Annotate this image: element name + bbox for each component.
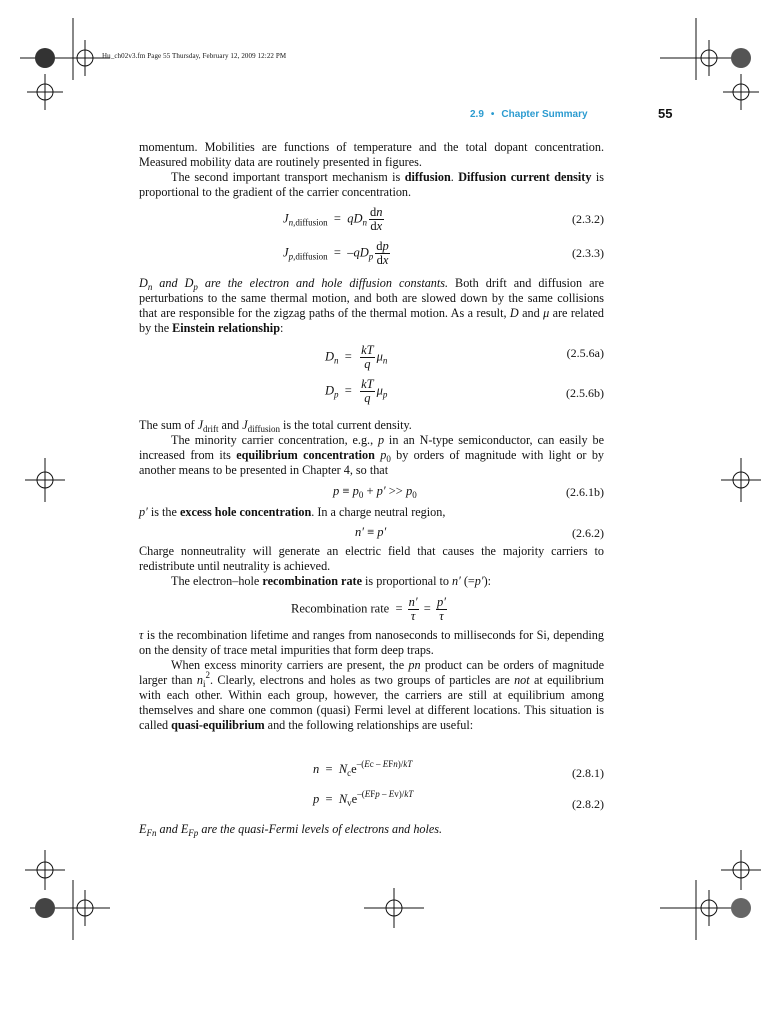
equation-number: (2.6.2) bbox=[572, 526, 604, 540]
file-slug: Hu_ch02v3.fm Page 55 Thursday, February 12, 2009 12:22 PM bbox=[102, 52, 287, 60]
paragraph: momentum. Mobilities are functions of temperature and the total dopant concentration. Measured mobility data are routinely presented in figures. bbox=[139, 140, 604, 169]
paragraph: $D_n$ and $D_p$ are the electron and hole diffusion constants. Both drift and diffusion are perturbations to the same thermal motion, and both are slowed down by the same collisions that are responsible for the zigzag paths of the thermal motion. As a result, D and μ are related by the Einstein relationship: bbox=[139, 276, 604, 335]
body-text-diffusion-constants bbox=[139, 276, 604, 336]
equation-2-3-3: $J_{p,diffusion} = -qD_p$ $\frac{dp}{dx}$ bbox=[283, 239, 389, 267]
body-text-lifetime bbox=[139, 628, 604, 733]
chapter-title: Chapter Summary bbox=[501, 109, 588, 120]
equation-recombination-rate: Recombination rate = $\frac{n'}{\tau}$ = $\frac{p'}{\tau}$ bbox=[291, 595, 446, 623]
equation-number: (2.5.6a) bbox=[566, 346, 604, 360]
equation-number: (2.8.2) bbox=[572, 797, 604, 811]
body-text-nonneutrality bbox=[139, 544, 604, 589]
body-text-minority bbox=[139, 418, 604, 478]
equation-number: (2.3.2) bbox=[572, 212, 604, 226]
paragraph: $E_{Fn}$ and $E_{Fp}$ are the quasi-Fermi levels of electrons and holes. bbox=[139, 822, 443, 838]
running-header: 2.9 • Chapter Summary bbox=[470, 109, 588, 120]
equation-2-5-6a: $D_n$ = $\frac{kT}{q}$ $\mu_n$ bbox=[325, 343, 388, 371]
body-text-quasi-fermi bbox=[139, 822, 604, 837]
paragraph: τ is the recombination lifetime and ranges from nanoseconds to milliseconds for Si, depending on the density of trace metal impurities that form deep traps. bbox=[139, 628, 604, 657]
equation-2-8-1: $n = N_ce^{-(Ec - EFn)/kT}$ bbox=[313, 759, 413, 778]
equation-2-6-2: n′ ≡ p′ bbox=[355, 525, 387, 539]
body-text-excess bbox=[139, 505, 604, 520]
equation-number: (2.8.1) bbox=[572, 766, 604, 780]
paragraph: The second important transport mechanism is diffusion. Diffusion current density is proportional to the gradient of the carrier concentration. bbox=[139, 170, 605, 199]
paragraph: The minority carrier concentration, e.g., p in an N-type semiconductor, can easily be increased from its equilibrium concentration $p_0$ by orders of magnitude with light or by another means to be presented in Chapter 4, so that bbox=[139, 433, 605, 477]
equation-2-5-6b: $D_p$ = $\frac{kT}{q}$ $\mu_p$ bbox=[325, 377, 388, 405]
body-text-top bbox=[139, 140, 604, 200]
equation-number: (2.6.1b) bbox=[566, 485, 604, 499]
paragraph: The electron–hole recombination rate is proportional to n′ (=p′): bbox=[171, 574, 492, 588]
paragraph: When excess minority carriers are present, the pn product can be orders of magnitude larger than $n_i^2$. Clearly, electrons and holes as two groups of particles are not at equilibrium with each other. Within each group, however, the carriers are still at equilibrium among themselves and share one common (quasi) Fermi level at different locations. This situation is called quasi-equilibrium and the following relationships are useful: bbox=[139, 658, 604, 732]
equation-number: (2.3.3) bbox=[572, 246, 604, 260]
paragraph: Charge nonneutrality will generate an electric field that causes the majority carriers to redistribute until neutrality is achieved. bbox=[139, 544, 604, 573]
paragraph: The sum of $J_{drift}$ and $J_{diffusion}$ is the total current density. bbox=[139, 418, 412, 434]
equation-number: (2.5.6b) bbox=[566, 386, 604, 400]
equation-2-8-2: $p = N_ve^{-(EFp - Ev)/kT}$ bbox=[313, 789, 414, 808]
equation-2-6-1b: $p \equiv p_0 + p' >> p_0$ bbox=[333, 484, 417, 500]
paragraph: p′ is the excess hole concentration. In a charge neutral region, bbox=[139, 505, 446, 519]
section-number: 2.9 bbox=[470, 109, 484, 120]
equation-2-3-2: $J_{n,diffusion} = qD_n$ $\frac{dn}{dx}$ bbox=[283, 205, 383, 233]
page-number: 55 bbox=[658, 106, 673, 121]
